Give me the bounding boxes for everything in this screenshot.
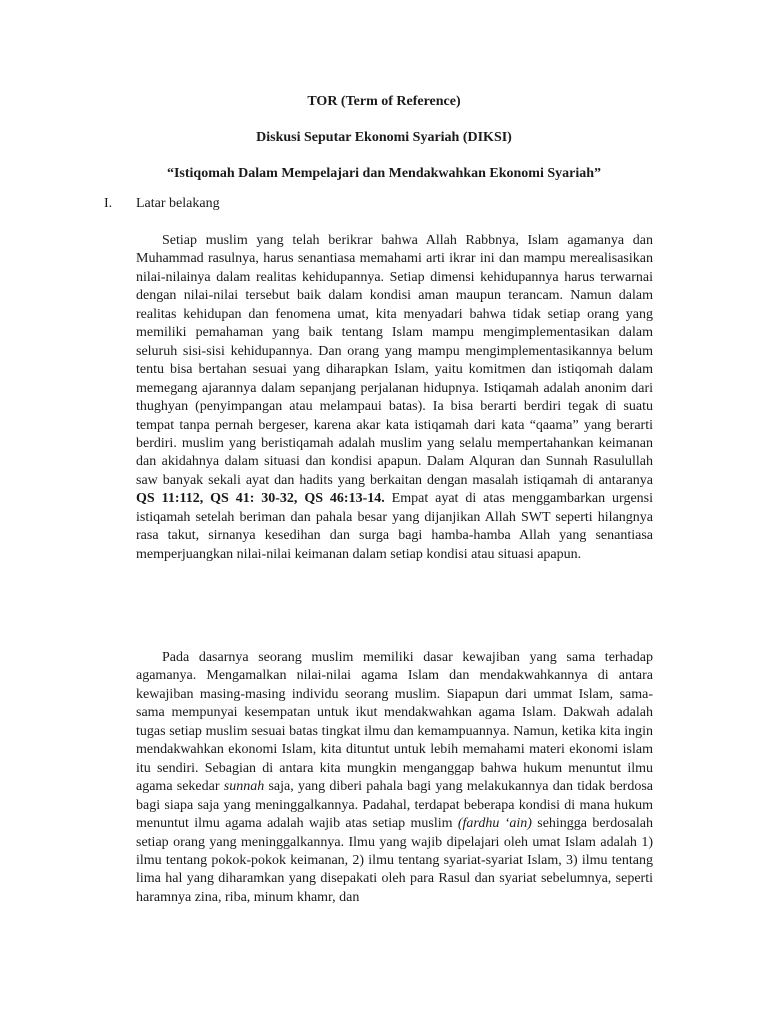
paragraph-2 <box>136 649 653 907</box>
paragraph-2-term-sunnah: sunnah <box>223 779 265 795</box>
section-label: Latar belakang <box>136 196 220 211</box>
paragraph-1-text-b: Empat ayat di atas menggambarkan urgensi istiqamah setelah beriman dan pahala besar yang dijanjikan Allah SWT seperti hilangnya rasa takut, sirnanya kesedihan dan surga bagi hamba-hamba Allah yang senantiasa memperjuangkan nilai-nilai keimanan dalam setiap kondisi atau situasi apapun. <box>136 491 654 562</box>
document-subtitle: Diskusi Seputar Ekonomi Syariah (DIKSI) <box>256 130 512 145</box>
document-theme: “Istiqomah Dalam Mempelajari dan Mendakwahkan Ekonomi Syariah” <box>166 166 602 181</box>
paragraph-2-text-b: saja, yang diberi pahala bagi yang melakukannya dan tidak berdosa bagi siapa saja yang meninggalkannya. Padahal, terdapat beberapa kondisi di mana hukum menuntut ilmu agama adalah wajib atas setiap muslim <box>136 779 653 832</box>
paragraph-1-text-a: Setiap muslim yang telah berikrar bahwa Allah Rabbnya, Islam agamanya dan Muhammad rasulnya, harus senantiasa memahami arti ikrar ini dan mampu merealisasikan nilai-nilainya dalam realitas kehidupannya. Setiap dimensi kehidupannya harus terwarnai dengan nilai-nilai tersebut baik dalam kondisi aman maupun terancam. Namun dalam realitas kehidupan dan fenomena umat, kita menyadari bahwa tidak setiap orang yang memiliki pemahaman yang baik tentang Islam mampu mengimplementasikan dalam seluruh sisi-sisi kehidupannya. Dan orang yang mampu mengimplementasikannya belum tentu bisa bertahan sesuai yang diharapkan Islam, yaitu komitmen dan istiqomah dalam memegang ajarannya dalam sepanjang perjalanan hidupnya. Istiqamah adalah anonim dari thughyan (penyimpangan atau melampaui batas). Ia bisa berarti berdiri tegak di suatu tempat tanpa pernah bergeser, karena akar kata istiqamah dari kata “qaama” yang berarti berdiri. muslim yang beristiqamah adalah muslim yang selalu mempertahankan keimanan dan akidahnya dalam situasi dan kondisi apapun. Dalam Alquran dan Sunnah Rasulullah saw banyak sekali ayat dan hadits yang berkaitan dengan masalah istiqamah di antaranya <box>136 233 653 488</box>
paragraph-2-term-fardhu-ain: (fardhu ‘ain) <box>457 816 532 832</box>
paragraph-2-text-c: sehingga berdosalah setiap orang yang meninggalkannya. Ilmu yang wajib dipelajari oleh umat Islam adalah 1) ilmu tentang pokok-pokok keimanan, 2) ilmu tentang syariat-syariat Islam, 3) ilmu tentang lima hal yang diharamkan yang disepakati oleh para Rasul dan syariat sebelumnya, seperti haramnya zina, riba, minum khamr, dan <box>136 816 653 905</box>
paragraph-2-text-a: Pada dasarnya seorang muslim memiliki dasar kewajiban yang sama terhadap agamanya. Mengamalkan nilai-nilai agama Islam dan mendakwahkannya di antara kewajiban masing-masing individu seorang muslim. Siapapun dari ummat Islam, sama-sama mempunyai kesempatan untuk ikut mendakwahkan agama Islam. Dakwah adalah tugas setiap muslim sesuai batas tingkat ilmu dan kemampuannya. Namun, ketika kita ingin mendakwahkan ekonomi Islam, kita dituntut untuk lebih memahami materi ekonomi islam itu sendiri. Sebagian di antara kita mungkin menganggap bahwa hukum menuntut ilmu agama sekedar <box>136 650 653 795</box>
document-title: TOR (Term of Reference) <box>307 94 461 109</box>
paragraph-1-quran-references: QS 11:112, QS 41: 30-32, QS 46:13-14. <box>136 491 385 507</box>
paragraph-1 <box>136 232 653 564</box>
section-number: I. <box>104 196 113 211</box>
